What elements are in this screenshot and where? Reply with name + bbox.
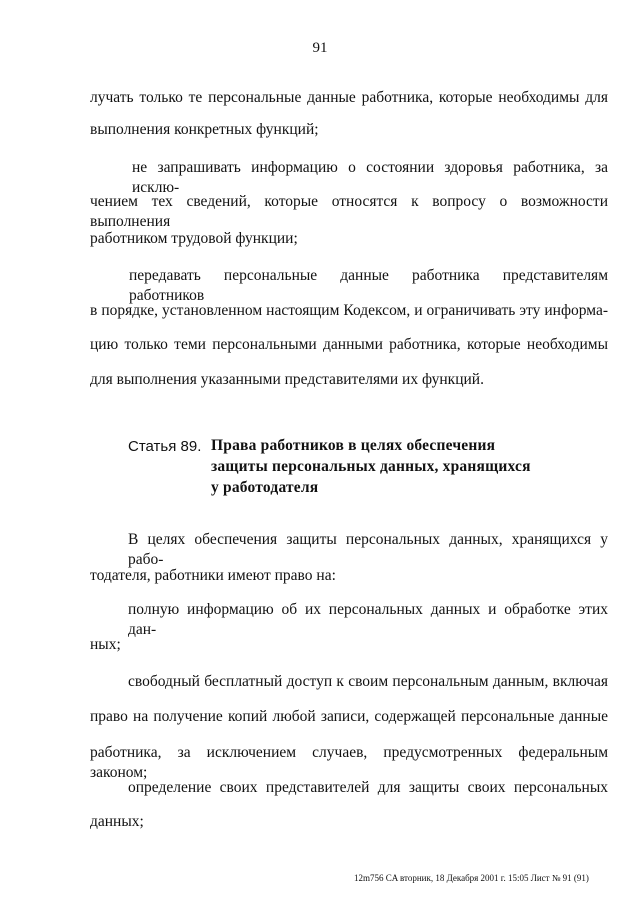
- text-line: работником трудовой функции;: [90, 230, 298, 247]
- text-line: данных;: [90, 813, 144, 830]
- article-title-line: у работодателя: [211, 479, 319, 496]
- text-line: В целях обеспечения защиты персональных данных, хранящихся у рабо-: [128, 531, 608, 568]
- page-number: 91: [312, 40, 328, 56]
- text-line: свободный бесплатный доступ к своим персональным данным, включая: [128, 673, 608, 690]
- text-line: определение своих представителей для защиты своих персональных: [128, 779, 608, 796]
- text-line: цию только теми персональными данными работника, которые необходимы: [90, 336, 608, 353]
- text-line: для выполнения указанными представителями их функций.: [90, 371, 484, 388]
- text-line: работника, за исключением случаев, предусмотренных федеральным законом;: [90, 744, 608, 781]
- text-line: право на получение копий любой записи, содержащей персональные данные: [90, 708, 608, 725]
- text-line: в порядке, установленном настоящим Кодексом, и ограничивать эту информа-: [90, 302, 608, 319]
- article-number: Статья 89.: [128, 438, 202, 455]
- text-line: передавать персональные данные работника представителям работников: [129, 267, 608, 304]
- page-footer: 12m756 CA вторник, 18 Декабря 2001 г. 15:05 Лист № 91 (91): [354, 873, 589, 883]
- text-line: выполнения конкретных функций;: [90, 121, 319, 138]
- text-line: не запрашивать информацию о состоянии здоровья работника, за исклю-: [132, 159, 608, 196]
- text-line: тодателя, работники имеют право на:: [90, 567, 336, 584]
- text-line: лучать только те персональные данные работника, которые необходимы для: [90, 89, 608, 106]
- text-line: ных;: [90, 636, 121, 653]
- text-line: полную информацию об их персональных данных и обработке этих дан-: [128, 601, 608, 638]
- article-title-line: защиты персональных данных, хранящихся: [211, 458, 531, 475]
- article-title-line: Права работников в целях обеспечения: [211, 437, 496, 454]
- text-line: чением тех сведений, которые относятся к вопросу о возможности выполнения: [90, 193, 608, 230]
